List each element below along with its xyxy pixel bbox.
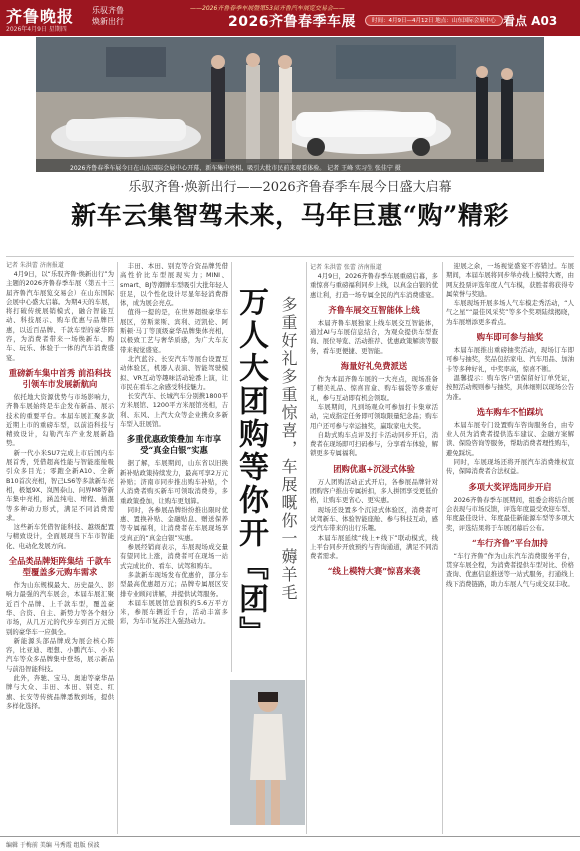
paragraph: 长安汽车、长城汽车分别携1800平方米展馆、1200平方米展馆亮相，吉利、东风、上汽大众等企业携众多新车型入驻展馆。 <box>120 392 228 429</box>
paragraph: 新能源头部品牌成为展会核心阵容，比亚迪、理想、小鹏汽车、小米汽车等众多品牌集中登场，展示新品与前沿智能科技。 <box>6 636 114 673</box>
feature-byline: 记者 朱洪蕾 张蕾 济南报道 <box>310 264 382 271</box>
lead-kicker: 乐驭齐鲁·焕新出行——2026齐鲁春季车展今日盛大启幕 <box>128 180 452 195</box>
section-page-label: 看点 A03 <box>503 14 558 28</box>
subheading: 团购优惠+沉浸式体验 <box>333 463 415 474</box>
subheading: 购车即可参与抽奖 <box>476 332 544 343</box>
paragraph: 丰田、本田、别克等合资品牌凭借高性价比车型展现实力；MINI、smart、BJ等潮牌车型吸引大批年轻人驻足，以个性化设计尽显年轻消费群体，成为展会亮点。 <box>120 262 228 308</box>
article1-column-1 <box>6 270 114 834</box>
paragraph: 万人团购活动正式开启，各参展品牌针对团购客户推出专属折扣，多人拼团享受更低价格，让购车更省心、更实惠。 <box>310 477 438 505</box>
header-slogan <box>92 5 124 27</box>
paragraph: “车行齐鲁”作为山东汽车消费服务平台，贯穿车展全程，为消费者提供车型对比、价格查询、优惠信息推送等一站式服务，打通线上线下消费链路，助力车展人气与成交双丰收。 <box>446 551 574 588</box>
paragraph: 迎展之余，一场视觉盛宴不容错过。车展期间，本届车展将同步举办线上模特大赛，由网友投票评选年度人气车模，获胜者将获得专属荣誉与奖励。 <box>446 262 574 298</box>
paragraph: 作为山东规模最大、历史最久、影响力最强的汽车展会，本届车展汇聚近百个品牌、上千款车型，覆盖豪华、合资、自主、新势力等各个细分市场，从几万元的代步车到百万元级别的豪华车一应俱全。 <box>6 581 114 636</box>
feature-column-3 <box>310 272 438 834</box>
paragraph: 北汽蓝谷、长安汽车等展台设置互动体验区，机器人表演、智能驾驶模拟、VR互动等趣味活动轮番上演，让市民在看车之余感受科技魅力。 <box>120 354 228 391</box>
expo-date-badge: 时间：4月9日—4月12日 地点：山东国际会展中心 <box>365 15 503 26</box>
auto-show-scene <box>36 37 544 172</box>
slogan-line-2: 焕新出行 <box>92 17 124 26</box>
paragraph: 本届车展专门设置购车咨询服务台，由专业人员为消费者提供选车建议、金融方案解读、保险咨询等服务，帮助消费者理性购车，避免踩坑。 <box>446 420 574 457</box>
paragraph: 参展经销商表示，车展现场成交量有望同比上涨，消费者可在现场一站式完成比价、看车、试驾和购车。 <box>120 543 228 570</box>
subheading: 多项大奖评选同步开启 <box>468 481 552 492</box>
issue-date: 2026年4月9日 星期四 <box>6 26 67 33</box>
paragraph: 新一代小米SU7完成上市后国内车展首秀，凭借超高性能与智能座舱吸引众多目光；零跑全新A10、全新B10首次亮相，智己LS6等多款新车亮相，极氪9X、岚图泰山、问界M8等新车集中亮相，涵盖纯电、增程、插混等多种动力形式，满足不同消费需求。 <box>6 448 114 522</box>
paragraph: 自助式购车点评及打卡活动同步开启，消费者在现场即可扫码参与，分享看车体验，解锁更多专属福利。 <box>310 430 438 458</box>
lead-headline: 新车云集智驾未来，马年巨惠“购”精彩 <box>71 201 509 230</box>
page-footer <box>0 836 580 851</box>
column-divider <box>442 262 443 834</box>
paragraph: 现场还设置多个沉浸式体验区，消费者可试驾新车、体验智能座舱、参与科技互动，感受汽车带来的出行乐趣。 <box>310 505 438 533</box>
paragraph: 多款新车现场发布优惠价，部分车型最高优惠超万元；品牌专属展区安排专业顾问讲解，并提供试驾服务。 <box>120 570 228 598</box>
subheading: 选车购车不怕踩坑 <box>476 406 544 417</box>
subheading: 海量好礼免费派送 <box>340 361 408 372</box>
paragraph: 同时，各参展品牌纷纷推出限时优惠、置换补贴、金融贴息、赠送保养等专属福利，让消费者在车展现场享受真正的“真金白银”实惠。 <box>120 505 228 542</box>
photo-caption: 2026齐鲁春季车展今日在山东国际会展中心开幕，新车集中亮相，吸引大批市民前来观看体验。 记者 王峰 实习生 张佳宁 摄 <box>70 165 401 172</box>
paragraph: 本届齐鲁车展独家上线车展交互智能体，通过AI与车展信息结合，为观众提供车型查询、展位导览、活动推荐、优惠政策解读等服务，看车更便捷、更智能。 <box>310 318 438 355</box>
paragraph: 4月9日，以“乐驭齐鲁·焕新出行”为主题的2026齐鲁春季车展（第五十三届齐鲁汽车展览交易会）在山东国际会展中心盛大启幕。为期4天的车展，将打破传统展销模式，融合智能互动、科技展示、购车优惠与品牌巨惠，以近百品牌、千款车型的豪华阵容，为消费者带来一场焕新车、购车、玩乐、体验于一体的汽车消费盛宴。 <box>6 270 114 362</box>
paragraph: 4月9日，2026齐鲁春季车展重磅启幕，多重惊喜与重磅福利同步上线，以真金白银的优惠让利，打造一场专属全民的汽车消费盛宴。 <box>310 272 438 299</box>
subheading: 齐鲁车展交互智能体上线 <box>328 304 420 315</box>
expo-subtitle: ——2026齐鲁春季车展暨第53届齐鲁汽车展览交易会—— <box>190 5 345 12</box>
paragraph: 本届车展推出重磅抽奖活动，现场订车即可参与抽奖，奖品包括家电、汽车用品、加油卡等多种好礼，中奖率高，惊喜不断。 <box>446 346 574 373</box>
paragraph: 据了解，车展期间，山东省以旧换新补贴政策持续发力，最高可享2万元补贴；济南市同步推出购车补贴，个人消费者购买新车可领取消费券，多重政策叠加，让购车更划算。 <box>120 459 228 505</box>
paragraph: 温馨提示：购车客户需保留好订单凭证，按照活动规则参与抽奖，具体细则以现场公告为准。 <box>446 373 574 401</box>
feature-column-4 <box>446 262 574 834</box>
expo-title: 2026齐鲁春季车展 <box>228 14 356 30</box>
paragraph: 作为本届齐鲁车展的一大亮点，现场准备了精美礼品、惊喜盲盒、购车福袋等多重好礼，参与互动即有机会领取。 <box>310 375 438 402</box>
auto-show-photo <box>36 37 544 172</box>
paragraph: 同时，车展现场还将开展汽车消费维权宣传，保障消费者合法权益。 <box>446 458 574 476</box>
subheading: “线上模特大赛”惊喜来袭 <box>327 566 421 577</box>
subheading: “车行齐鲁”平台加持 <box>472 537 548 548</box>
feature-photo <box>230 680 305 825</box>
column-divider <box>306 262 307 834</box>
paragraph: 2026齐鲁春季车展期间，组委会将结合展会表现与市场反馈，评选年度最受欢迎车型、年度最佳设计、年度最佳新能源车型等多项大奖，评选结果将于车展闭幕后公布。 <box>446 495 574 532</box>
paragraph: 依托地大资源优势与市场影响力，齐鲁车展始终是车企发布新品、展示技术的重要平台。本届车展汇聚多款近期上市的重磅车型，以前沿科技与精致设计，勾勒汽车产业发展新趋势。 <box>6 392 114 448</box>
divider <box>6 256 574 257</box>
paragraph: 此外，奔驰、宝马、奥迪等豪华品牌与大众、丰田、本田、别克、红旗、长安等传统品牌悉数到场，提供多样化选择。 <box>6 673 114 710</box>
model-figure <box>230 680 305 825</box>
paragraph: 本届车展延续“线上+线下”联动模式，线上平台同步开放预约与咨询通道，满足不同消费者需求。 <box>310 533 438 561</box>
subheading: 重磅新车集中首秀 前沿科技引领车市发展新航向 <box>8 367 112 389</box>
paragraph: 这些新车凭借智能科技、越级配置与精致设计，全面展现当下车市智能化、电动化发展方向。 <box>6 523 114 550</box>
subheading: 多重优惠政策叠加 车市享受“真金白银”实惠 <box>126 434 222 456</box>
paragraph: 车展现场开展多场人气车模走秀活动，“人气之星”“最佳风采奖”等多个奖项陆续揭晓，为车展增添更多看点。 <box>446 299 574 326</box>
editor-credits: 编辑 于梅前 美编 马秀霞 组版 侯波 <box>6 842 100 849</box>
slogan-line-1: 乐驭齐鲁 <box>92 6 124 15</box>
paragraph: 本届车展展馆总面积约5.6万平方米，参展车辆近千台，活动丰富多彩，为车市复苏注入强劲动力。 <box>120 598 228 626</box>
subheading: 全品类品牌矩阵集结 千款车型覆盖多元购车需求 <box>8 556 112 578</box>
page-header <box>0 0 580 36</box>
feature-vertical-headline: 万人大团购等你开『团』 <box>233 286 268 649</box>
paragraph: 值得一提的是，在世界超级豪华车展区，劳斯莱斯、宾利、迈凯伦、阿斯顿·马丁等顶级豪华品牌集体亮相，以极致工艺与奢华质感，为广大车友带来视觉盛宴。 <box>120 308 228 354</box>
paragraph: 车展期间，凡到场观众可参加打卡集章活动，完成指定任务即可领取限量纪念品；购车用户还可参与幸运抽奖，赢取家电大奖。 <box>310 402 438 430</box>
column-divider <box>117 262 118 834</box>
article1-column-2 <box>120 262 228 834</box>
article1-byline: 记者 朱洪蕾 济南报道 <box>6 262 64 269</box>
feature-vertical-subheadline: 多重好礼多重惊喜，车展嘅你一薅羊毛 <box>279 296 298 602</box>
newspaper-logo: 齐鲁晚报 <box>6 7 75 26</box>
